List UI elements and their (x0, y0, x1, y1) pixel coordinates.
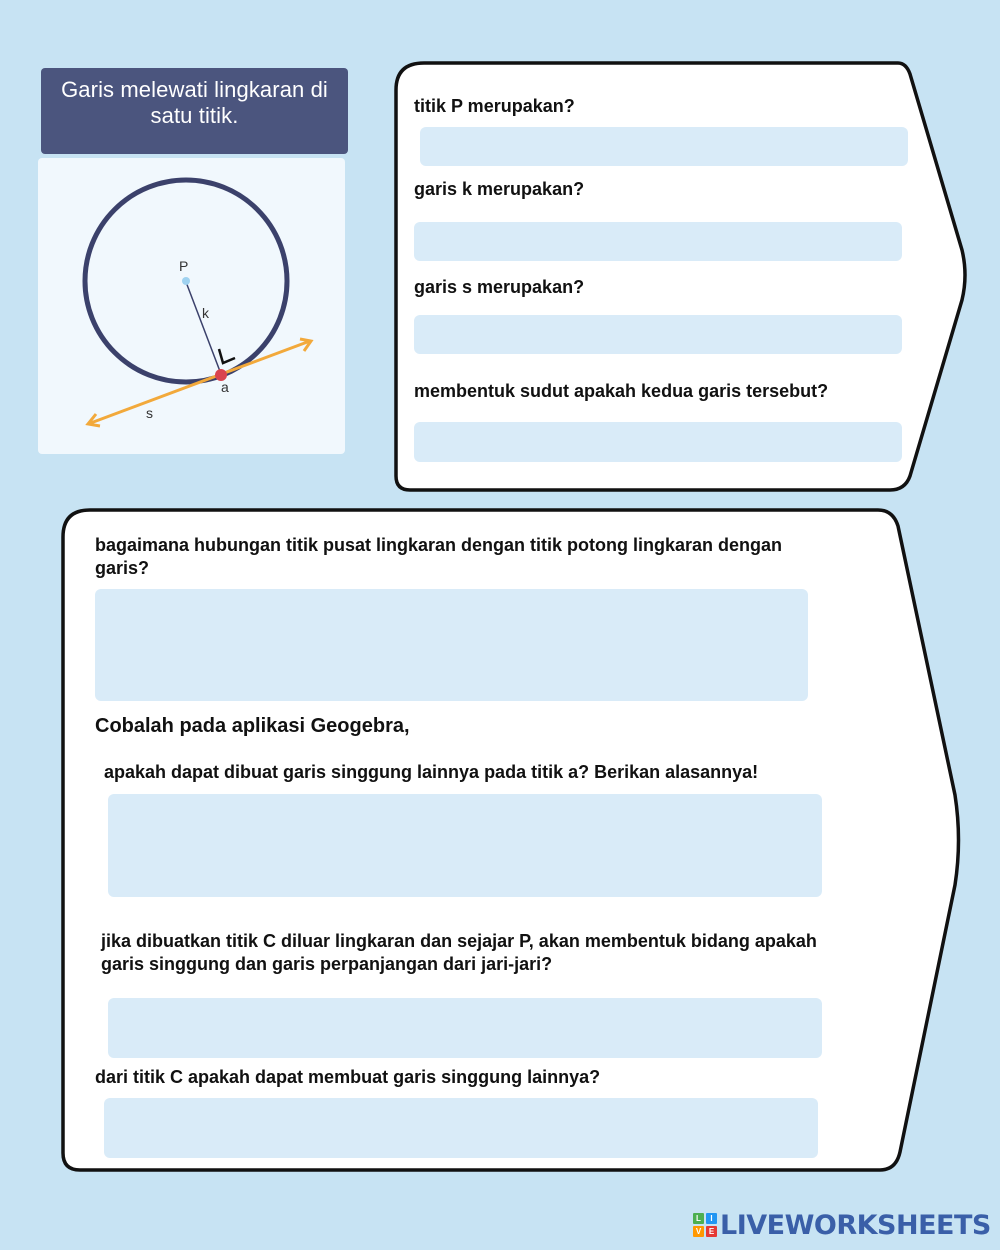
point-label: a (221, 379, 229, 395)
answer-garis-k[interactable] (414, 222, 902, 261)
question-titik-p: titik P merupakan? (414, 96, 575, 116)
logo-letter: I (706, 1213, 717, 1224)
radius-label: k (202, 305, 209, 321)
worksheet-title: Garis melewati lingkaran di satu titik. (41, 68, 348, 154)
question-sudut: membentuk sudut apakah kedua garis tersebut? (414, 381, 829, 401)
answer-hubungan[interactable] (95, 589, 808, 701)
question-titik-c-bidang: jika dibuatkan titik C diluar lingkaran dan sejajar P, akan membentuk bidang apakah garis singgung dan garis perpanjangan dari jari-jari? (101, 931, 817, 974)
answer-garis-s[interactable] (414, 315, 902, 354)
answer-sudut[interactable] (414, 422, 902, 462)
liveworksheets-logo-icon (693, 1213, 717, 1237)
logo-letter: L (693, 1213, 704, 1224)
liveworksheets-brand[interactable] (693, 1208, 991, 1242)
geogebra-heading: Cobalah pada aplikasi Geogebra, (95, 715, 410, 737)
brand-name: LIVEWORKSHEETS (720, 1209, 991, 1241)
line-label: s (146, 405, 153, 421)
answer-titik-c-bidang[interactable] (108, 998, 822, 1058)
logo-letter: E (706, 1226, 717, 1237)
logo-letter: V (693, 1226, 704, 1237)
question-garis-k: garis k merupakan? (414, 179, 585, 199)
answer-titik-p[interactable] (420, 127, 908, 166)
question-titik-c-singgung: dari titik C apakah dapat membuat garis singgung lainnya? (95, 1067, 601, 1087)
answer-garis-singgung-lain[interactable] (108, 794, 822, 897)
question-garis-s: garis s merupakan? (414, 277, 585, 297)
center-label: P (179, 258, 189, 274)
question-garis-singgung-lain: apakah dapat dibuat garis singgung lainnya pada titik a? Berikan alasannya! (104, 762, 759, 782)
answer-titik-c-singgung[interactable] (104, 1098, 818, 1158)
question-hubungan: bagaimana hubungan titik pusat lingkaran dengan titik potong lingkaran dengan garis? (95, 535, 783, 578)
